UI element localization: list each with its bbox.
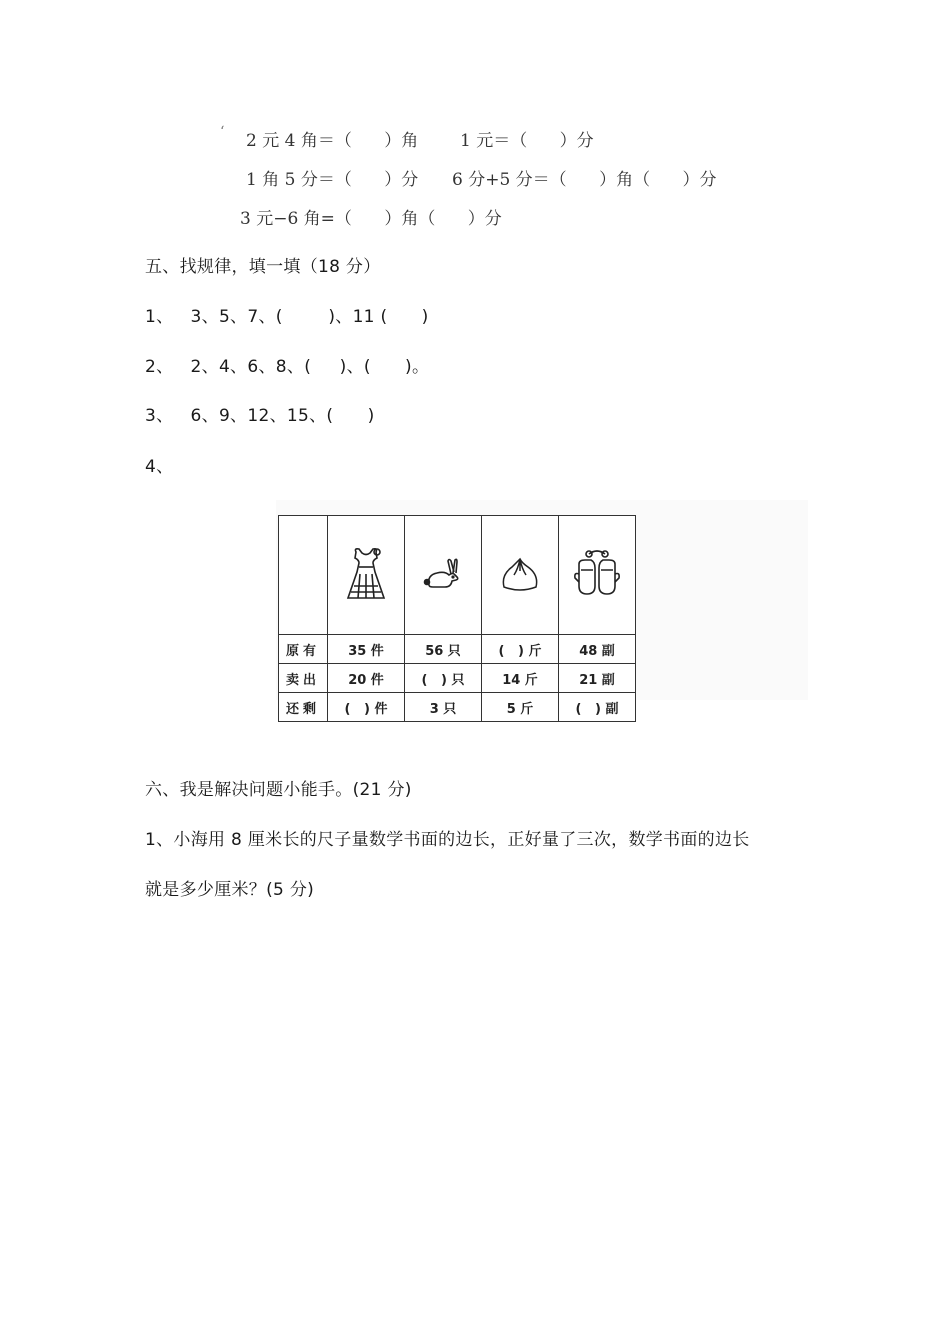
money-question-5: 3 元−6 角=（ ）角（ ）分 [240, 209, 502, 229]
table-row [279, 693, 636, 722]
table-cell: ( ) 只 [405, 664, 482, 693]
gloves-icon [571, 546, 623, 604]
money-question-3: 1 角 5 分＝（ ）分 [246, 170, 419, 190]
table-row [279, 635, 636, 664]
pattern-question-1: 1、 3、5、7、( )、11 ( ) [145, 307, 429, 327]
table-cell: 5 斤 [482, 693, 559, 722]
row-label-original: 原有 [279, 635, 328, 664]
scan-mark: ʻ [220, 124, 225, 140]
money-conversion-block [220, 118, 740, 238]
money-question-4: 6 分+5 分＝（ ）角（ ）分 [452, 170, 717, 190]
table-corner-cell [279, 516, 328, 635]
pattern-question-4: 4、 [145, 457, 174, 477]
table-cell: ( ) 副 [559, 693, 636, 722]
word-problem-1-line-1: 1、小海用 8 厘米长的尺子量数学书面的边长，正好量了三次，数学书面的边长 [145, 830, 750, 850]
section-5-title: 五、找规律，填一填（18 分） [145, 257, 381, 277]
goods-table [278, 515, 636, 722]
table-cell: 56 只 [405, 635, 482, 664]
word-problem-1-line-2: 就是多少厘米？(5 分) [145, 880, 315, 900]
rabbit-icon [421, 555, 465, 595]
table-row [279, 664, 636, 693]
table-cell: ( ) 斤 [482, 635, 559, 664]
table-cell: 3 只 [405, 693, 482, 722]
table-cell: 35 件 [328, 635, 405, 664]
table-cell: ( ) 件 [328, 693, 405, 722]
table-cell: 14 斤 [482, 664, 559, 693]
dress-icon [340, 546, 392, 604]
pattern-question-3: 3、 6、9、12、15、( ) [145, 406, 375, 426]
goods-table-figure [276, 500, 808, 717]
table-cell: 20 件 [328, 664, 405, 693]
table-cell: 21 副 [559, 664, 636, 693]
pattern-question-2: 2、 2、4、6、8、( )、( )。 [145, 357, 430, 377]
money-question-2: 1 元＝（ ）分 [460, 131, 594, 151]
money-question-1: 2 元 4 角＝（ ）角 [246, 131, 419, 151]
row-label-sold: 卖出 [279, 664, 328, 693]
section-6-title: 六、我是解决问题小能手。(21 分) [145, 780, 412, 800]
bun-icon [498, 555, 542, 595]
table-cell: 48 副 [559, 635, 636, 664]
row-label-remaining: 还剩 [279, 693, 328, 722]
